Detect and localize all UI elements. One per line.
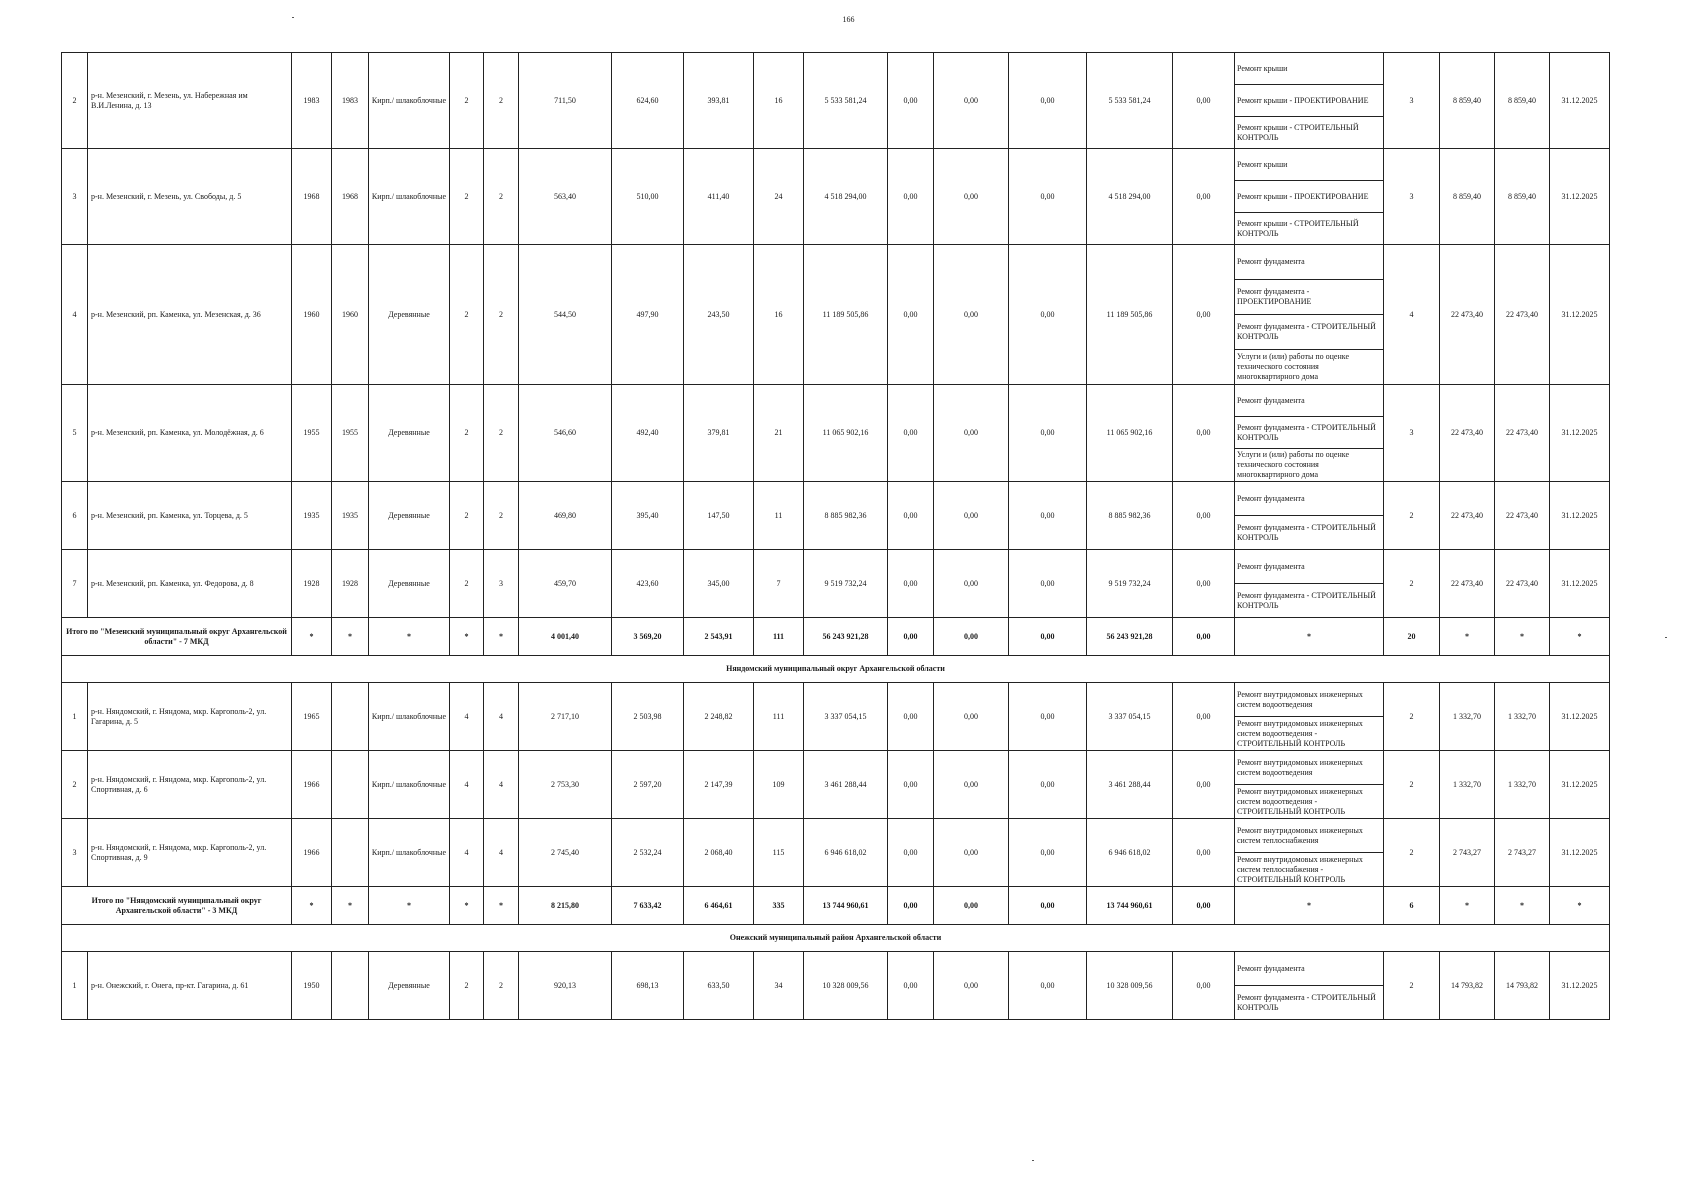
cell-cost-total: 3 337 054,15 — [804, 683, 888, 751]
cell-fund-owners: 4 518 294,00 — [1087, 149, 1173, 245]
cell-year-built: 1928 — [292, 550, 332, 618]
cell-fund-regional: 0,00 — [934, 952, 1009, 1020]
cell-floors: 2 — [450, 482, 484, 550]
cell-floors: 2 — [450, 550, 484, 618]
work-type: Ремонт фундамента — [1235, 550, 1384, 584]
cell-area-all: 492,40 — [612, 385, 684, 482]
cell-area-total: 546,60 — [519, 385, 612, 482]
cell-work-count: 2 — [1384, 482, 1440, 550]
work-type: Ремонт внутридомовых инженерных систем теплоснабжения — [1235, 819, 1384, 853]
work-type: Ремонт фундамента - СТРОИТЕЛЬНЫЙ КОНТРОЛЬ — [1235, 516, 1384, 550]
cell-unit-cost: 1 332,70 — [1440, 683, 1495, 751]
cell-work-count: 2 — [1384, 819, 1440, 887]
cell-work-count: 2 — [1384, 550, 1440, 618]
total-deadline: * — [1550, 887, 1610, 925]
cell-wall: Кирп./ шлакоблочные — [369, 149, 450, 245]
total-floors: * — [450, 887, 484, 925]
row-number: 4 — [62, 245, 88, 385]
total-fund-federal: 0,00 — [888, 618, 934, 656]
row-address: р-н. Онежский, г. Онега, пр-кт. Гагарина, д. 61 — [88, 952, 292, 1020]
cell-deadline: 31.12.2025 — [1550, 245, 1610, 385]
cell-entrances: 2 — [484, 385, 519, 482]
cell-entrances: 4 — [484, 819, 519, 887]
cell-fund-other: 0,00 — [1173, 683, 1235, 751]
cell-deadline: 31.12.2025 — [1550, 683, 1610, 751]
cell-fund-regional: 0,00 — [934, 819, 1009, 887]
cell-unit-cost: 8 859,40 — [1440, 149, 1495, 245]
table-body — [62, 53, 1610, 1020]
row-address: р-н. Мезенский, г. Мезень, ул. Свободы, д. 5 — [88, 149, 292, 245]
cell-fund-other: 0,00 — [1173, 385, 1235, 482]
cell-fund-federal: 0,00 — [888, 751, 934, 819]
cell-floors: 2 — [450, 245, 484, 385]
row-number: 2 — [62, 751, 88, 819]
cell-work-count: 2 — [1384, 683, 1440, 751]
scan-speck — [1665, 637, 1667, 638]
section-title: Онежский муниципальный район Архангельской области — [62, 925, 1610, 952]
total-area-all: 3 569,20 — [612, 618, 684, 656]
cell-residents: 16 — [754, 245, 804, 385]
cell-cost-total: 5 533 581,24 — [804, 53, 888, 149]
cell-residents: 11 — [754, 482, 804, 550]
cell-year-commission — [332, 751, 369, 819]
cell-fund-regional: 0,00 — [934, 53, 1009, 149]
total-area-all: 7 633,42 — [612, 887, 684, 925]
cell-wall: Деревянные — [369, 550, 450, 618]
cell-fund-other: 0,00 — [1173, 550, 1235, 618]
cell-fund-regional: 0,00 — [934, 482, 1009, 550]
cell-year-built: 1965 — [292, 683, 332, 751]
total-limit-cost: * — [1495, 887, 1550, 925]
row-address: р-н. Няндомский, г. Няндома, мкр. Каргополь-2, ул. Спортивная, д. 6 — [88, 751, 292, 819]
cell-year-built: 1966 — [292, 751, 332, 819]
scan-speck — [1032, 1160, 1034, 1161]
cell-fund-other: 0,00 — [1173, 819, 1235, 887]
work-type: Ремонт крыши — [1235, 149, 1384, 181]
total-fund-owners: 13 744 960,61 — [1087, 887, 1173, 925]
table-row — [62, 245, 1610, 280]
cell-wall: Кирп./ шлакоблочные — [369, 53, 450, 149]
cell-fund-local: 0,00 — [1009, 482, 1087, 550]
total-label: Итого по "Няндомский муниципальный округ Архангельской области" - 3 МКД — [62, 887, 292, 925]
cell-area-living: 393,81 — [684, 53, 754, 149]
cell-area-living: 243,50 — [684, 245, 754, 385]
row-address: р-н. Мезенский, рп. Каменка, ул. Молодёжная, д. 6 — [88, 385, 292, 482]
total-fund-owners: 56 243 921,28 — [1087, 618, 1173, 656]
total-entrances: * — [484, 887, 519, 925]
cell-work-count: 3 — [1384, 53, 1440, 149]
cell-area-total: 2 753,30 — [519, 751, 612, 819]
total-year-commission: * — [332, 618, 369, 656]
cell-limit-cost: 1 332,70 — [1495, 683, 1550, 751]
row-number: 2 — [62, 53, 88, 149]
cell-residents: 21 — [754, 385, 804, 482]
cell-area-living: 2 248,82 — [684, 683, 754, 751]
total-entrances: * — [484, 618, 519, 656]
cell-year-commission: 1935 — [332, 482, 369, 550]
table-row — [62, 550, 1610, 584]
total-year-built: * — [292, 618, 332, 656]
row-address: р-н. Мезенский, г. Мезень, ул. Набережная им В.И.Ленина, д. 13 — [88, 53, 292, 149]
cell-fund-other: 0,00 — [1173, 482, 1235, 550]
cell-work-count: 3 — [1384, 149, 1440, 245]
cell-limit-cost: 22 473,40 — [1495, 550, 1550, 618]
work-type: Ремонт крыши - СТРОИТЕЛЬНЫЙ КОНТРОЛЬ — [1235, 117, 1384, 149]
row-address: р-н. Няндомский, г. Няндома, мкр. Каргополь-2, ул. Гагарина, д. 5 — [88, 683, 292, 751]
cell-limit-cost: 22 473,40 — [1495, 245, 1550, 385]
cell-area-all: 624,60 — [612, 53, 684, 149]
cell-entrances: 2 — [484, 482, 519, 550]
cell-wall: Кирп./ шлакоблочные — [369, 819, 450, 887]
cell-wall: Деревянные — [369, 245, 450, 385]
row-number: 1 — [62, 952, 88, 1020]
cell-unit-cost: 8 859,40 — [1440, 53, 1495, 149]
row-address: р-н. Няндомский, г. Няндома, мкр. Каргополь-2, ул. Спортивная, д. 9 — [88, 819, 292, 887]
total-limit-cost: * — [1495, 618, 1550, 656]
work-type: Ремонт фундамента - СТРОИТЕЛЬНЫЙ КОНТРОЛЬ — [1235, 584, 1384, 618]
cell-fund-regional: 0,00 — [934, 683, 1009, 751]
cell-unit-cost: 14 793,82 — [1440, 952, 1495, 1020]
total-area-total: 8 215,80 — [519, 887, 612, 925]
work-type: Ремонт фундамента — [1235, 385, 1384, 417]
total-unit-cost: * — [1440, 887, 1495, 925]
cell-entrances: 2 — [484, 245, 519, 385]
work-type: Ремонт фундамента - СТРОИТЕЛЬНЫЙ КОНТРОЛЬ — [1235, 315, 1384, 350]
section-header-row — [62, 656, 1610, 683]
cell-year-built: 1935 — [292, 482, 332, 550]
cell-limit-cost: 22 473,40 — [1495, 482, 1550, 550]
cell-area-living: 345,00 — [684, 550, 754, 618]
cell-fund-regional: 0,00 — [934, 385, 1009, 482]
cell-fund-other: 0,00 — [1173, 751, 1235, 819]
total-row — [62, 887, 1610, 925]
cell-unit-cost: 22 473,40 — [1440, 550, 1495, 618]
cell-area-all: 497,90 — [612, 245, 684, 385]
total-work-count: 20 — [1384, 618, 1440, 656]
section-title: Няндомский муниципальный округ Архангельской области — [62, 656, 1610, 683]
cell-fund-owners: 5 533 581,24 — [1087, 53, 1173, 149]
cell-work-count: 3 — [1384, 385, 1440, 482]
row-number: 7 — [62, 550, 88, 618]
total-deadline: * — [1550, 618, 1610, 656]
cell-work-count: 2 — [1384, 952, 1440, 1020]
total-residents: 111 — [754, 618, 804, 656]
cell-fund-federal: 0,00 — [888, 952, 934, 1020]
cell-area-total: 459,70 — [519, 550, 612, 618]
cell-fund-local: 0,00 — [1009, 550, 1087, 618]
cell-cost-total: 4 518 294,00 — [804, 149, 888, 245]
cell-area-total: 2 717,10 — [519, 683, 612, 751]
cell-fund-owners: 11 065 902,16 — [1087, 385, 1173, 482]
cell-deadline: 31.12.2025 — [1550, 751, 1610, 819]
total-work-count: 6 — [1384, 887, 1440, 925]
work-type: Услуги и (или) работы по оценке технического состояния многоквартирного дома — [1235, 350, 1384, 385]
work-type: Ремонт крыши - ПРОЕКТИРОВАНИЕ — [1235, 181, 1384, 213]
total-label: Итого по "Мезенский муниципальный округ Архангельской области" - 7 МКД — [62, 618, 292, 656]
cell-fund-federal: 0,00 — [888, 245, 934, 385]
table-row — [62, 385, 1610, 417]
total-wall: * — [369, 887, 450, 925]
cell-area-all: 395,40 — [612, 482, 684, 550]
cell-cost-total: 11 065 902,16 — [804, 385, 888, 482]
cell-fund-other: 0,00 — [1173, 53, 1235, 149]
cell-area-living: 633,50 — [684, 952, 754, 1020]
cell-floors: 2 — [450, 53, 484, 149]
cell-limit-cost: 14 793,82 — [1495, 952, 1550, 1020]
cell-fund-federal: 0,00 — [888, 550, 934, 618]
cell-fund-owners: 6 946 618,02 — [1087, 819, 1173, 887]
cell-fund-local: 0,00 — [1009, 245, 1087, 385]
cell-residents: 34 — [754, 952, 804, 1020]
cell-year-built: 1983 — [292, 53, 332, 149]
cell-fund-federal: 0,00 — [888, 149, 934, 245]
cell-fund-local: 0,00 — [1009, 952, 1087, 1020]
row-number: 3 — [62, 819, 88, 887]
cell-floors: 4 — [450, 819, 484, 887]
total-fund-local: 0,00 — [1009, 618, 1087, 656]
cell-residents: 24 — [754, 149, 804, 245]
cell-deadline: 31.12.2025 — [1550, 550, 1610, 618]
row-address: р-н. Мезенский, рп. Каменка, ул. Федорова, д. 8 — [88, 550, 292, 618]
cell-limit-cost: 8 859,40 — [1495, 53, 1550, 149]
cell-wall: Кирп./ шлакоблочные — [369, 683, 450, 751]
cell-fund-local: 0,00 — [1009, 53, 1087, 149]
table-row — [62, 683, 1610, 717]
cell-work-count: 2 — [1384, 751, 1440, 819]
cell-fund-local: 0,00 — [1009, 149, 1087, 245]
cell-wall: Деревянные — [369, 482, 450, 550]
total-fund-federal: 0,00 — [888, 887, 934, 925]
cell-area-all: 2 532,24 — [612, 819, 684, 887]
cell-fund-regional: 0,00 — [934, 245, 1009, 385]
cell-fund-regional: 0,00 — [934, 550, 1009, 618]
total-works: * — [1235, 618, 1384, 656]
cell-cost-total: 11 189 505,86 — [804, 245, 888, 385]
cell-cost-total: 10 328 009,56 — [804, 952, 888, 1020]
cell-fund-other: 0,00 — [1173, 149, 1235, 245]
total-residents: 335 — [754, 887, 804, 925]
cell-floors: 2 — [450, 385, 484, 482]
cell-deadline: 31.12.2025 — [1550, 952, 1610, 1020]
cell-area-living: 379,81 — [684, 385, 754, 482]
cell-year-commission: 1968 — [332, 149, 369, 245]
cell-cost-total: 8 885 982,36 — [804, 482, 888, 550]
cell-wall: Деревянные — [369, 385, 450, 482]
cell-year-built: 1950 — [292, 952, 332, 1020]
cell-area-living: 411,40 — [684, 149, 754, 245]
total-cost-total: 13 744 960,61 — [804, 887, 888, 925]
cell-area-total: 544,50 — [519, 245, 612, 385]
cell-year-built: 1968 — [292, 149, 332, 245]
cell-deadline: 31.12.2025 — [1550, 149, 1610, 245]
cell-area-living: 2 068,40 — [684, 819, 754, 887]
cell-work-count: 4 — [1384, 245, 1440, 385]
cell-residents: 7 — [754, 550, 804, 618]
cell-year-commission: 1983 — [332, 53, 369, 149]
repair-program-table — [61, 52, 1610, 1020]
cell-area-all: 2 503,98 — [612, 683, 684, 751]
cell-entrances: 4 — [484, 683, 519, 751]
cell-fund-owners: 9 519 732,24 — [1087, 550, 1173, 618]
total-area-living: 2 543,91 — [684, 618, 754, 656]
cell-residents: 109 — [754, 751, 804, 819]
cell-year-commission — [332, 683, 369, 751]
total-fund-regional: 0,00 — [934, 618, 1009, 656]
cell-year-commission: 1960 — [332, 245, 369, 385]
cell-limit-cost: 2 743,27 — [1495, 819, 1550, 887]
cell-deadline: 31.12.2025 — [1550, 385, 1610, 482]
row-address: р-н. Мезенский, рп. Каменка, ул. Мезенская, д. 36 — [88, 245, 292, 385]
cell-fund-local: 0,00 — [1009, 819, 1087, 887]
cell-fund-owners: 11 189 505,86 — [1087, 245, 1173, 385]
cell-fund-federal: 0,00 — [888, 385, 934, 482]
cell-limit-cost: 22 473,40 — [1495, 385, 1550, 482]
cell-fund-owners: 3 337 054,15 — [1087, 683, 1173, 751]
table-row — [62, 53, 1610, 85]
cell-area-total: 469,80 — [519, 482, 612, 550]
cell-entrances: 2 — [484, 53, 519, 149]
cell-residents: 115 — [754, 819, 804, 887]
total-year-built: * — [292, 887, 332, 925]
cell-unit-cost: 2 743,27 — [1440, 819, 1495, 887]
work-type: Ремонт крыши - ПРОЕКТИРОВАНИЕ — [1235, 85, 1384, 117]
work-type: Ремонт фундамента — [1235, 482, 1384, 516]
cell-cost-total: 6 946 618,02 — [804, 819, 888, 887]
cell-area-living: 147,50 — [684, 482, 754, 550]
cell-cost-total: 3 461 288,44 — [804, 751, 888, 819]
cell-fund-local: 0,00 — [1009, 683, 1087, 751]
cell-fund-other: 0,00 — [1173, 952, 1235, 1020]
total-fund-regional: 0,00 — [934, 887, 1009, 925]
total-works: * — [1235, 887, 1384, 925]
cell-limit-cost: 8 859,40 — [1495, 149, 1550, 245]
cell-fund-other: 0,00 — [1173, 245, 1235, 385]
cell-deadline: 31.12.2025 — [1550, 819, 1610, 887]
cell-unit-cost: 22 473,40 — [1440, 385, 1495, 482]
cell-year-built: 1960 — [292, 245, 332, 385]
cell-residents: 16 — [754, 53, 804, 149]
cell-fund-federal: 0,00 — [888, 53, 934, 149]
row-number: 6 — [62, 482, 88, 550]
cell-cost-total: 9 519 732,24 — [804, 550, 888, 618]
cell-residents: 111 — [754, 683, 804, 751]
cell-wall: Кирп./ шлакоблочные — [369, 751, 450, 819]
cell-deadline: 31.12.2025 — [1550, 482, 1610, 550]
cell-entrances: 3 — [484, 550, 519, 618]
cell-entrances: 2 — [484, 952, 519, 1020]
cell-year-commission — [332, 819, 369, 887]
row-address: р-н. Мезенский, рп. Каменка, ул. Торцева, д. 5 — [88, 482, 292, 550]
cell-fund-federal: 0,00 — [888, 819, 934, 887]
work-type: Ремонт фундамента — [1235, 952, 1384, 986]
work-type: Ремонт крыши - СТРОИТЕЛЬНЫЙ КОНТРОЛЬ — [1235, 213, 1384, 245]
work-type: Ремонт фундамента — [1235, 245, 1384, 280]
cell-fund-owners: 10 328 009,56 — [1087, 952, 1173, 1020]
total-cost-total: 56 243 921,28 — [804, 618, 888, 656]
work-type: Ремонт фундамента - СТРОИТЕЛЬНЫЙ КОНТРОЛЬ — [1235, 417, 1384, 449]
table-row — [62, 482, 1610, 516]
section-header-row — [62, 925, 1610, 952]
cell-deadline: 31.12.2025 — [1550, 53, 1610, 149]
total-floors: * — [450, 618, 484, 656]
row-number: 3 — [62, 149, 88, 245]
total-fund-other: 0,00 — [1173, 618, 1235, 656]
table-row — [62, 149, 1610, 181]
cell-area-total: 563,40 — [519, 149, 612, 245]
work-type: Ремонт фундамента - ПРОЕКТИРОВАНИЕ — [1235, 280, 1384, 315]
work-type: Ремонт внутридомовых инженерных систем водоотведения — [1235, 683, 1384, 717]
cell-fund-regional: 0,00 — [934, 751, 1009, 819]
total-wall: * — [369, 618, 450, 656]
cell-entrances: 4 — [484, 751, 519, 819]
cell-unit-cost: 1 332,70 — [1440, 751, 1495, 819]
cell-floors: 4 — [450, 683, 484, 751]
total-area-total: 4 001,40 — [519, 618, 612, 656]
cell-floors: 2 — [450, 149, 484, 245]
cell-year-built: 1955 — [292, 385, 332, 482]
table-row — [62, 819, 1610, 853]
work-type: Ремонт внутридомовых инженерных систем водоотведения - СТРОИТЕЛЬНЫЙ КОНТРОЛЬ — [1235, 785, 1384, 819]
total-year-commission: * — [332, 887, 369, 925]
total-area-living: 6 464,61 — [684, 887, 754, 925]
cell-fund-local: 0,00 — [1009, 751, 1087, 819]
cell-fund-owners: 8 885 982,36 — [1087, 482, 1173, 550]
work-type: Ремонт внутридомовых инженерных систем теплоснабжения - СТРОИТЕЛЬНЫЙ КОНТРОЛЬ — [1235, 853, 1384, 887]
cell-fund-owners: 3 461 288,44 — [1087, 751, 1173, 819]
cell-fund-regional: 0,00 — [934, 149, 1009, 245]
cell-fund-local: 0,00 — [1009, 385, 1087, 482]
cell-area-living: 2 147,39 — [684, 751, 754, 819]
cell-fund-federal: 0,00 — [888, 683, 934, 751]
work-type: Ремонт фундамента - СТРОИТЕЛЬНЫЙ КОНТРОЛЬ — [1235, 986, 1384, 1020]
work-type: Ремонт крыши — [1235, 53, 1384, 85]
total-fund-other: 0,00 — [1173, 887, 1235, 925]
cell-area-all: 423,60 — [612, 550, 684, 618]
total-row — [62, 618, 1610, 656]
table-row — [62, 952, 1610, 986]
cell-unit-cost: 22 473,40 — [1440, 245, 1495, 385]
cell-area-all: 510,00 — [612, 149, 684, 245]
table-row — [62, 751, 1610, 785]
cell-limit-cost: 1 332,70 — [1495, 751, 1550, 819]
page-number: 166 — [842, 15, 855, 24]
work-type: Ремонт внутридомовых инженерных систем водоотведения — [1235, 751, 1384, 785]
cell-year-commission — [332, 952, 369, 1020]
cell-fund-federal: 0,00 — [888, 482, 934, 550]
cell-unit-cost: 22 473,40 — [1440, 482, 1495, 550]
cell-area-all: 698,13 — [612, 952, 684, 1020]
cell-entrances: 2 — [484, 149, 519, 245]
cell-year-commission: 1955 — [332, 385, 369, 482]
cell-floors: 4 — [450, 751, 484, 819]
cell-floors: 2 — [450, 952, 484, 1020]
row-number: 5 — [62, 385, 88, 482]
cell-area-total: 711,50 — [519, 53, 612, 149]
total-fund-local: 0,00 — [1009, 887, 1087, 925]
cell-year-built: 1966 — [292, 819, 332, 887]
work-type: Услуги и (или) работы по оценке технического состояния многоквартирного дома — [1235, 449, 1384, 482]
cell-year-commission: 1928 — [332, 550, 369, 618]
scan-speck — [292, 17, 294, 18]
cell-wall: Деревянные — [369, 952, 450, 1020]
work-type: Ремонт внутридомовых инженерных систем водоотведения - СТРОИТЕЛЬНЫЙ КОНТРОЛЬ — [1235, 717, 1384, 751]
cell-area-all: 2 597,20 — [612, 751, 684, 819]
cell-area-total: 920,13 — [519, 952, 612, 1020]
row-number: 1 — [62, 683, 88, 751]
total-unit-cost: * — [1440, 618, 1495, 656]
cell-area-total: 2 745,40 — [519, 819, 612, 887]
